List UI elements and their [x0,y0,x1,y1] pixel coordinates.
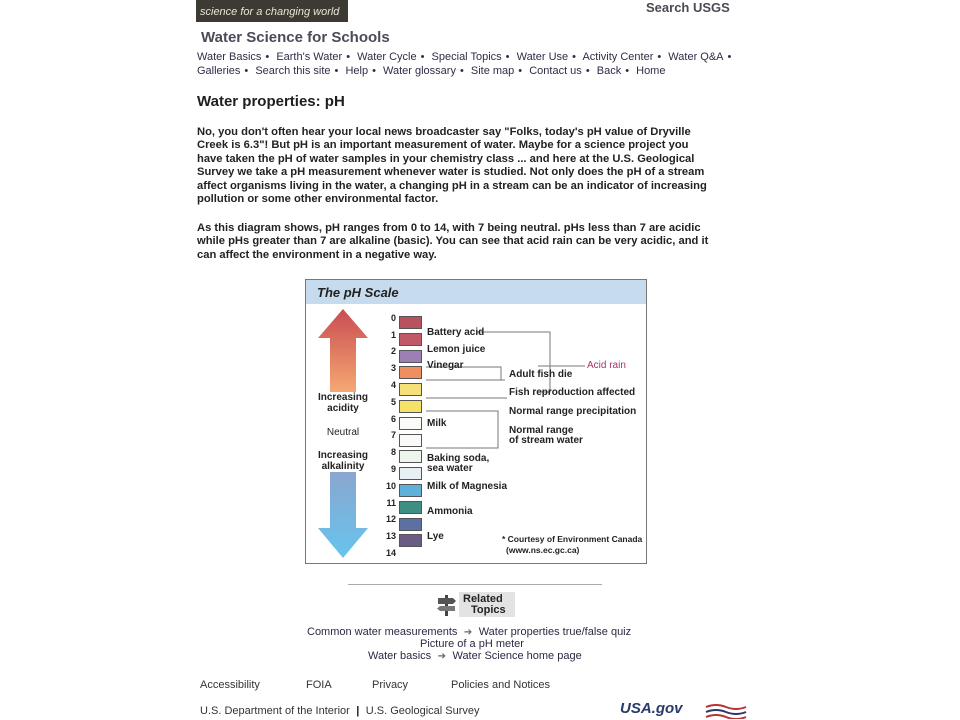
ph-swatch [399,350,422,363]
acidity-arrow [318,309,368,392]
para1-line: have taken the pH of water samples in your chemistry class ... and here at the U.S. Geological [197,152,695,165]
nav-water-basics[interactable]: Water Basics [197,51,262,63]
link-water-basics[interactable]: Water basics [368,650,432,662]
label-normal-precipitation: Normal range precipitation [509,406,637,417]
ph-scale-figure [305,279,647,564]
label-fish-reproduction: Fish reproduction affected [509,387,636,398]
nav-row-1: Water Basics • Earth's Water • Water Cycle • Special Topics • Water Use • Activity Center • Water Q&A • [197,51,732,63]
nav-water-cycle[interactable]: Water Cycle [357,51,417,63]
ph-swatch [399,534,422,547]
ph-number: 4 [390,380,396,390]
alkalinity-arrow [318,472,368,558]
ph-number: 0 [390,313,396,323]
footer-foia[interactable]: FOIA [306,679,332,691]
ph-number: 7 [390,430,396,440]
para1-line: No, you don't often hear your local news broadcaster say "Folks, today's pH value of Dryville [197,126,691,138]
nav-galleries[interactable]: Galleries [197,65,241,77]
ph-swatch [399,417,422,430]
label-increasing-alkalinity-2: alkalinity [321,461,365,472]
section-divider [348,584,602,585]
label-acid-rain: Acid rain [587,360,626,371]
para1-line: pollution or some other environmental factor. [197,193,439,206]
link-true-false-quiz[interactable]: Water properties true/false quiz [478,626,632,638]
label-increasing-acidity-2: acidity [327,403,359,414]
arrow-icon: ➔ [463,627,473,638]
footer-usgs-link[interactable]: U.S. Geological Survey [365,705,480,717]
label-lye: Lye [427,531,444,542]
related-topics-title: Related [463,593,503,605]
footer-doi-link[interactable]: U.S. Department of the Interior [200,705,350,717]
ph-number: 6 [390,414,396,424]
footer-policies[interactable]: Policies and Notices [451,679,551,691]
search-usgs-link[interactable]: Search USGS [646,0,730,15]
para1-line: affect organisms living in the water, a changing pH in a stream can be an indicator of increasing [197,179,707,192]
label-milk-of-magnesia: Milk of Magnesia [427,481,508,492]
nav-help[interactable]: Help [345,65,369,77]
ph-swatch [399,366,422,379]
nav-site-map[interactable]: Site map [470,65,515,77]
usagov-logo[interactable]: USA.gov [620,700,683,717]
figure-title: The pH Scale [317,285,399,300]
ph-number: 8 [390,447,396,457]
ph-swatch [399,450,422,463]
para1-line: Survey we take a pH measurement whenever water is studied. Not only does the pH of a stream [197,166,705,179]
label-neutral: Neutral [326,427,360,438]
diagram-paragraph [197,222,767,262]
nav-search-site[interactable]: Search this site [255,65,331,77]
label-baking-soda: Baking soda, [427,453,490,464]
ph-swatch [399,316,422,329]
nav-special-topics[interactable]: Special Topics [431,51,502,63]
footer-privacy[interactable]: Privacy [372,679,409,691]
signpost-icon [437,594,457,616]
nav-contact-us[interactable]: Contact us [529,65,582,77]
nav-earths-water[interactable]: Earth's Water [276,51,343,63]
label-increasing-acidity-1: Increasing [317,392,369,403]
figure-graphics [306,280,646,563]
para2-line: while pHs greater than 7 are alkaline (basic). You can see that acid rain can be very acidic, and it [197,235,709,248]
ph-number: 14 [385,548,396,558]
ph-number: 13 [385,531,396,541]
ph-number: 2 [390,346,396,356]
ph-number: 9 [390,464,396,474]
label-battery-acid: Battery acid [427,327,485,338]
label-sea-water: sea water [427,463,473,474]
intro-paragraph [197,126,767,206]
label-lemon-juice: Lemon juice [427,344,486,355]
page-title: Water properties: pH [197,93,345,110]
nav-row-2: Galleries • Search this site • Help • Water glossary • Site map • Contact us • Back • Home [197,65,666,77]
ph-swatch [399,518,422,531]
logo-tagline: science for a changing world [200,6,340,18]
para2-line: can affect the environment in a negative way. [197,248,437,261]
ph-number: 5 [390,397,396,407]
label-ammonia: Ammonia [427,506,473,517]
site-title[interactable]: Water Science for Schools [201,29,390,46]
link-water-science-home[interactable]: Water Science home page [452,650,582,662]
related-row-3 [368,646,582,664]
footer-agency: U.S. Department of the Interior | U.S. Geological Survey [200,705,480,717]
ph-swatch [399,383,422,396]
link-common-water-measurements[interactable]: Common water measurements [307,626,458,638]
label-normal-range: Normal range [509,425,574,436]
nav-back[interactable]: Back [596,65,622,77]
figure-courtesy-url: (www.ns.ec.gc.ca) [506,545,580,555]
ph-swatch [399,434,422,447]
ph-number: 11 [386,498,396,508]
ph-swatch [399,484,422,497]
nav-water-glossary[interactable]: Water glossary [383,65,456,77]
label-vinegar: Vinegar [427,360,464,371]
ph-swatch [399,467,422,480]
arrow-icon: ➔ [437,651,447,662]
ph-swatch [399,501,422,514]
label-adult-fish-die: Adult fish die [509,369,573,380]
related-topics-title-2: Topics [471,604,506,616]
nav-activity-center[interactable]: Activity Center [582,51,654,63]
figure-courtesy: * Courtesy of Environment Canada [502,534,643,544]
ph-number: 10 [385,481,396,491]
flag-logo-icon[interactable] [704,703,748,719]
ph-number: 1 [390,330,396,340]
para1-line: Creek is 6.3"! But pH is an important measurement of water. Maybe for a science project you [197,139,689,152]
link-ph-meter-picture[interactable]: Picture of a pH meter [420,638,524,650]
label-increasing-alkalinity-1: Increasing [317,450,369,461]
label-stream-water: of stream water [509,435,583,446]
para2-line: As this diagram shows, pH ranges from 0 to 14, with 7 being neutral. pHs less than 7 are acidic [197,222,701,234]
ph-number: 12 [385,514,396,524]
nav-water-use[interactable]: Water Use [516,51,569,63]
ph-swatch [399,333,422,346]
footer-accessibility[interactable]: Accessibility [200,679,260,691]
nav-home[interactable]: Home [636,65,666,77]
label-milk: Milk [427,418,447,429]
ph-number: 3 [390,363,396,373]
nav-water-qa[interactable]: Water Q&A [668,51,724,63]
ph-swatch [399,400,422,413]
